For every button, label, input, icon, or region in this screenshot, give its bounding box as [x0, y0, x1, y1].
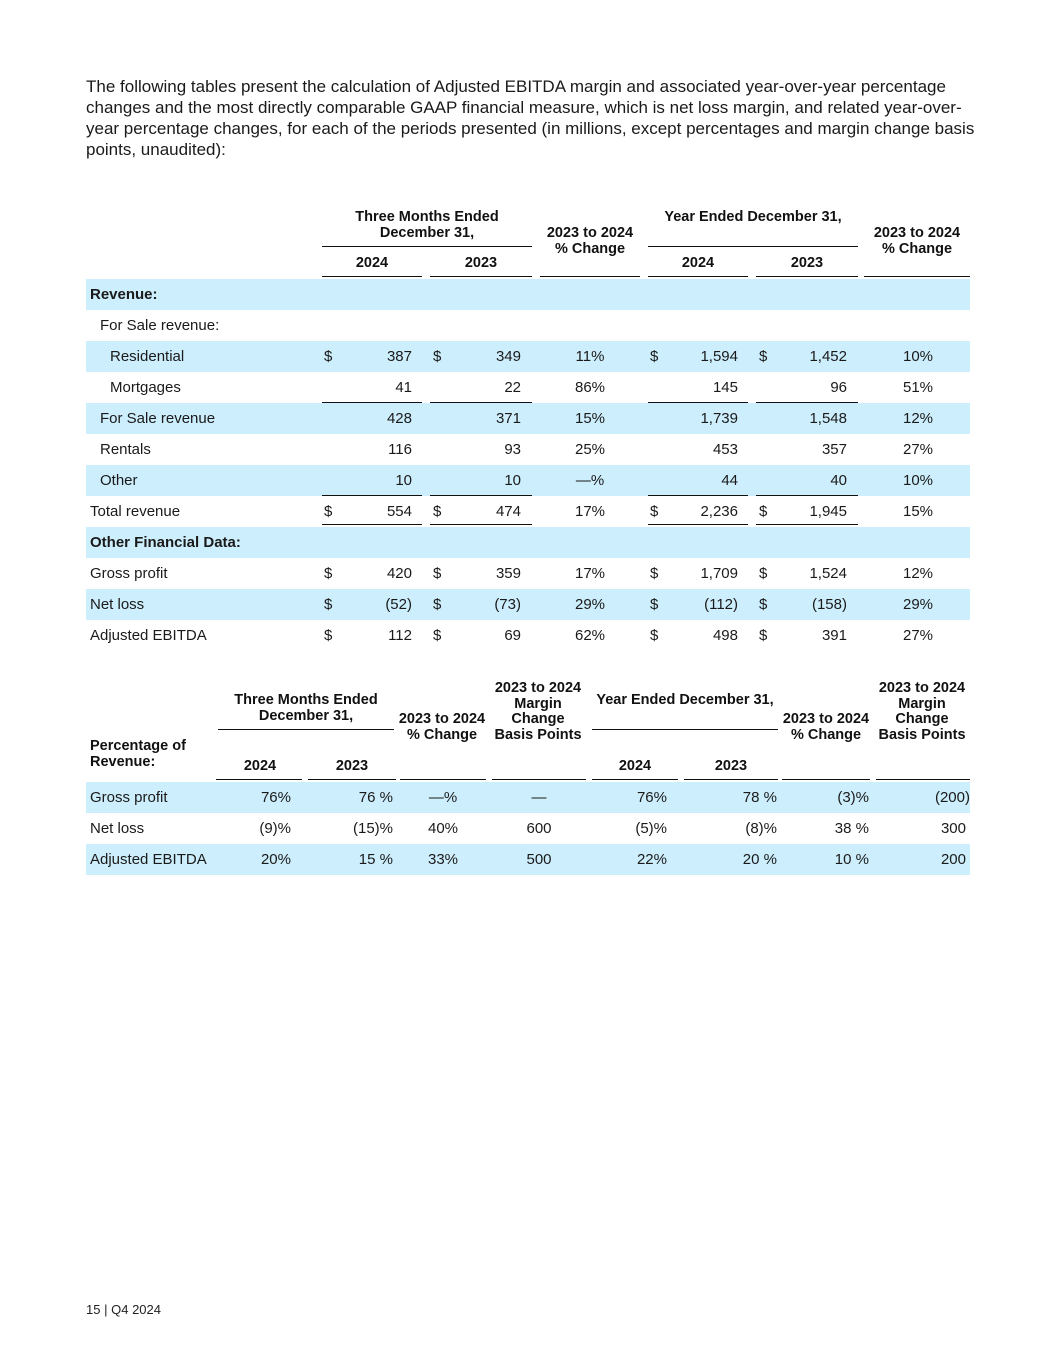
value-q-change: 17%	[574, 503, 606, 520]
value-y-change: 10%	[902, 472, 934, 489]
value-q-change: 40%	[427, 820, 459, 837]
value-y-change: (3)%	[837, 789, 869, 806]
value-q-change: 11%	[575, 348, 605, 365]
value-y-2024: 22%	[636, 851, 667, 868]
value-y-2024: 1,709	[700, 565, 738, 582]
header-basis-points-y: 2023 to 2024 Margin Change Basis Points	[878, 680, 966, 743]
table-row	[86, 620, 970, 651]
value-y-change: 38 %	[834, 820, 869, 837]
currency-symbol: $	[759, 565, 768, 582]
value-y-2023: (158)	[811, 596, 847, 613]
table-row	[86, 434, 970, 465]
page-number: 15	[86, 1302, 101, 1317]
header-pct-change-q: 2023 to 2024 % Change	[398, 711, 486, 743]
value-q-2023: 22	[504, 379, 521, 396]
table-row	[86, 372, 970, 403]
value-y-basis-points: (200)	[934, 789, 970, 806]
value-q-2023: 474	[495, 503, 521, 520]
value-q-2023: 76 %	[358, 789, 393, 806]
value-q-2024: 554	[386, 503, 412, 520]
header-percentage-of-revenue: Percentage of Revenue:	[90, 738, 186, 770]
value-q-change: 29%	[574, 596, 606, 613]
value-q-change: —%	[575, 472, 605, 489]
table-row	[86, 403, 970, 434]
value-y-change: 15%	[902, 503, 934, 520]
value-q-2024: 112	[388, 627, 412, 644]
row-label: Gross profit	[90, 789, 168, 806]
value-q-2024: 116	[388, 441, 412, 458]
value-y-2024: 2,236	[700, 503, 738, 520]
header-underline	[492, 779, 586, 780]
currency-symbol: $	[433, 503, 442, 520]
value-q-2024: 387	[386, 348, 412, 365]
header-pct-change-y: 2023 to 2024 % Change	[782, 711, 870, 743]
value-q-change: 62%	[574, 627, 606, 644]
header-underline	[322, 276, 422, 277]
header-underline	[756, 276, 858, 277]
value-q-2024: 20%	[260, 851, 291, 868]
table-row	[86, 782, 970, 813]
value-y-change: 12%	[902, 565, 934, 582]
currency-symbol: $	[759, 348, 768, 365]
value-q-change: 17%	[574, 565, 606, 582]
table-row	[86, 589, 970, 620]
header-year-ended: Year Ended December 31,	[664, 209, 842, 225]
value-y-change: 10 %	[834, 851, 869, 868]
value-y-2024: 1,739	[700, 410, 738, 427]
currency-symbol: $	[433, 596, 442, 613]
currency-symbol: $	[324, 348, 333, 365]
value-q-2024: (9)%	[259, 820, 291, 837]
value-y-change: 10%	[902, 348, 934, 365]
value-y-2024: 498	[712, 627, 738, 644]
value-q-2024: (52)	[385, 596, 412, 613]
header-2024-q: 2024	[355, 255, 389, 271]
row-label: For Sale revenue:	[100, 317, 220, 334]
value-y-2024: 145	[712, 379, 738, 396]
header-basis-points-q: 2023 to 2024 Margin Change Basis Points	[494, 680, 582, 743]
value-y-2023: 78 %	[742, 789, 777, 806]
currency-symbol: $	[650, 348, 659, 365]
value-q-2024: 428	[386, 410, 412, 427]
value-y-change: 29%	[902, 596, 934, 613]
table-row-other-financial-header	[86, 527, 970, 558]
header-underline	[430, 276, 532, 277]
table-row	[86, 341, 970, 372]
value-q-2024: 10	[395, 472, 412, 489]
header-underline	[592, 779, 678, 780]
value-y-change: 27%	[902, 441, 934, 458]
header-2023-y: 2023	[790, 255, 824, 271]
value-q-2023: 349	[495, 348, 521, 365]
value-q-2023: (15)%	[352, 820, 393, 837]
currency-symbol: $	[324, 627, 333, 644]
value-y-2023: 1,945	[809, 503, 847, 520]
value-q-2023: 359	[495, 565, 521, 582]
header-underline	[648, 276, 748, 277]
currency-symbol: $	[650, 565, 659, 582]
currency-symbol: $	[650, 627, 659, 644]
header-2023-q: 2023	[335, 758, 369, 774]
page-footer	[86, 1302, 161, 1317]
header-three-months-ended: Three Months Ended December 31,	[355, 209, 499, 241]
header-underline	[782, 779, 870, 780]
value-q-change: 25%	[574, 441, 606, 458]
table-row	[86, 558, 970, 589]
value-q-change: 15%	[574, 410, 606, 427]
header-underline	[322, 246, 532, 247]
header-underline	[876, 779, 970, 780]
value-q-2023: (73)	[494, 596, 521, 613]
value-y-2023: (8)%	[745, 820, 777, 837]
value-q-2024: 420	[386, 565, 412, 582]
value-y-change: 12%	[902, 410, 934, 427]
row-label: Mortgages	[110, 379, 181, 396]
row-label: Adjusted EBITDA	[90, 627, 207, 644]
report-period: Q4 2024	[111, 1302, 161, 1317]
value-y-2024: 44	[721, 472, 738, 489]
currency-symbol: $	[324, 596, 333, 613]
value-y-basis-points: 200	[940, 851, 966, 868]
header-pct-change-y: 2023 to 2024 % Change	[873, 225, 961, 257]
value-q-change: —%	[428, 789, 458, 806]
value-q-2023: 93	[504, 441, 521, 458]
value-y-2023: 20 %	[742, 851, 777, 868]
value-y-2023: 96	[830, 379, 847, 396]
header-year-ended: Year Ended December 31,	[596, 692, 774, 708]
row-label: Gross profit	[90, 565, 168, 582]
currency-symbol: $	[433, 565, 442, 582]
value-y-2024: 76%	[636, 789, 667, 806]
table-row	[86, 813, 970, 844]
table-row	[86, 465, 970, 496]
value-y-2023: 357	[821, 441, 847, 458]
currency-symbol: $	[324, 503, 333, 520]
table-row-revenue-header	[86, 279, 970, 310]
value-y-basis-points: 300	[940, 820, 966, 837]
currency-symbol: $	[759, 596, 768, 613]
value-q-change: 86%	[574, 379, 606, 396]
value-q-2023: 371	[495, 410, 521, 427]
value-q-change: 33%	[427, 851, 459, 868]
row-label: For Sale revenue	[100, 410, 216, 427]
table-row-total	[86, 496, 970, 527]
value-y-2023: 1,548	[809, 410, 847, 427]
row-label: Revenue:	[90, 286, 158, 303]
table-row	[86, 844, 970, 875]
header-underline	[218, 729, 394, 730]
header-2024-y: 2024	[618, 758, 652, 774]
header-2023-y: 2023	[714, 758, 748, 774]
value-y-2024: 1,594	[700, 348, 738, 365]
header-2024-q: 2024	[243, 758, 277, 774]
value-y-2024: 453	[712, 441, 738, 458]
header-underline	[864, 276, 970, 277]
header-2023-q: 2023	[464, 255, 498, 271]
footer-separator: |	[104, 1302, 108, 1317]
header-underline	[308, 779, 396, 780]
value-q-2024: 76%	[260, 789, 291, 806]
header-underline	[592, 729, 778, 730]
value-y-change: 27%	[902, 627, 934, 644]
value-y-2024: (112)	[704, 596, 738, 613]
intro-paragraph: The following tables present the calculation of Adjusted EBITDA margin and associated year-over-year percentage changes and the most directly comparable GAAP financial measure, which is net loss margin, and related year-over-year percentage changes, for each of the periods presented (in millions, except percentages and margin change basis points, unaudited):	[86, 77, 975, 159]
value-y-2023: 40	[830, 472, 847, 489]
header-three-months-ended: Three Months Ended December 31,	[234, 692, 378, 724]
currency-symbol: $	[759, 627, 768, 644]
row-label: Residential	[110, 348, 185, 365]
currency-symbol: $	[650, 596, 659, 613]
value-q-2023: 69	[504, 627, 521, 644]
header-pct-change-q: 2023 to 2024 % Change	[546, 225, 634, 257]
value-y-2024: (5)%	[635, 820, 667, 837]
value-y-2023: 391	[821, 627, 847, 644]
header-underline	[216, 779, 302, 780]
currency-symbol: $	[759, 503, 768, 520]
header-underline	[540, 276, 640, 277]
header-underline	[684, 779, 778, 780]
row-label: Rentals	[100, 441, 151, 458]
row-label: Other Financial Data:	[90, 534, 241, 551]
value-y-change: 51%	[902, 379, 934, 396]
row-label: Total revenue	[90, 503, 181, 520]
row-label: Net loss	[90, 820, 145, 837]
value-q-2024: 41	[395, 379, 412, 396]
currency-symbol: $	[433, 627, 442, 644]
row-label: Adjusted EBITDA	[90, 851, 207, 868]
value-q-basis-points: 600	[526, 820, 552, 837]
table-row-for-sale-header	[86, 310, 970, 341]
row-label: Other	[100, 472, 138, 489]
currency-symbol: $	[650, 503, 659, 520]
value-y-2023: 1,524	[809, 565, 847, 582]
value-y-2023: 1,452	[809, 348, 847, 365]
currency-symbol: $	[433, 348, 442, 365]
row-label: Net loss	[90, 596, 145, 613]
value-q-2023: 15 %	[358, 851, 393, 868]
header-underline	[400, 779, 486, 780]
header-2024-y: 2024	[681, 255, 715, 271]
value-q-basis-points: 500	[526, 851, 552, 868]
value-q-basis-points: —	[531, 789, 547, 806]
currency-symbol: $	[324, 565, 333, 582]
header-underline	[648, 246, 858, 247]
value-q-2023: 10	[504, 472, 521, 489]
